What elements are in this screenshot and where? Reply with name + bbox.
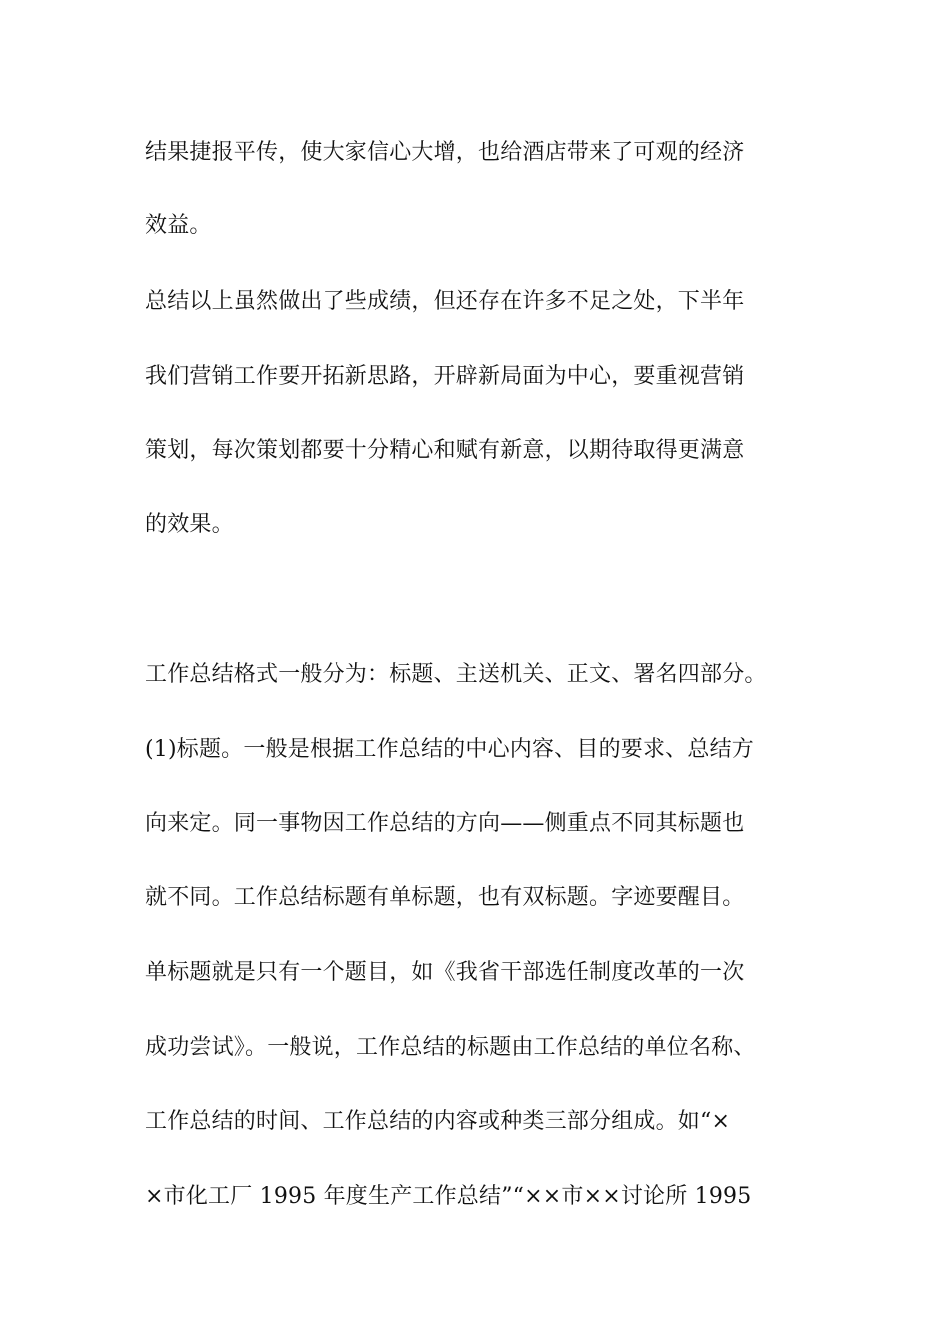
paragraph-line: 结果捷报平传，使大家信心大增，也给酒店带来了可观的经济	[145, 140, 745, 165]
paragraph-line: 的效果。	[145, 512, 234, 537]
paragraph-line: 总结以上虽然做出了些成绩，但还存在许多不足之处，下半年	[145, 289, 745, 314]
paragraph-line: 我们营销工作要开拓新思路，开辟新局面为中心，要重视营销	[145, 364, 745, 389]
paragraph-line: 策划，每次策划都要十分精心和赋有新意，以期待取得更满意	[145, 438, 745, 463]
paragraph-line: (1)标题。一般是根据工作总结的中心内容、目的要求、总结方	[145, 737, 754, 762]
paragraph-line: 向来定。同一事物因工作总结的方向——侧重点不同其标题也	[145, 811, 745, 836]
paragraph-line: 效益。	[145, 213, 212, 238]
paragraph-line: 就不同。工作总结标题有单标题，也有双标题。字迹要醒目。	[145, 885, 745, 910]
paragraph-line: 成功尝试》。一般说，工作总结的标题由工作总结的单位名称、	[145, 1035, 756, 1060]
paragraph-line: 工作总结的时间、工作总结的内容或种类三部分组成。如“×	[145, 1109, 731, 1134]
paragraph-line: 工作总结格式一般分为：标题、主送机关、正文、署名四部分。	[145, 662, 767, 687]
paragraph-line: ×市化工厂 1995 年度生产工作总结”“××市××讨论所 1995	[145, 1184, 752, 1209]
paragraph-line: 单标题就是只有一个题目，如《我省干部选任制度改革的一次	[145, 960, 745, 985]
